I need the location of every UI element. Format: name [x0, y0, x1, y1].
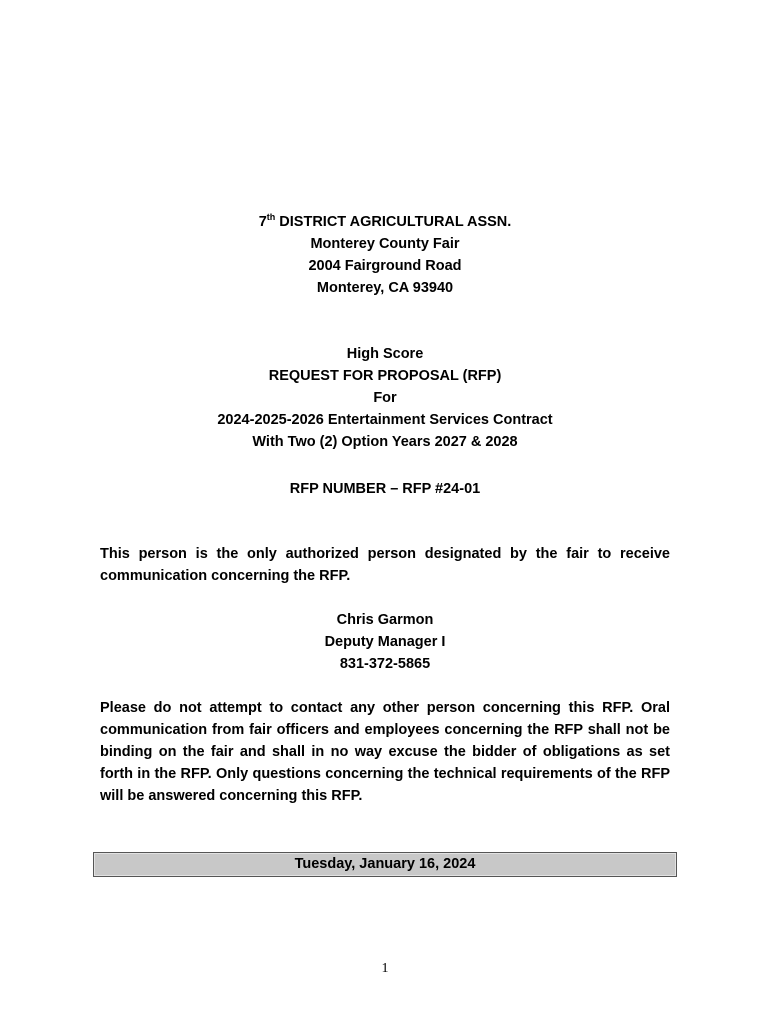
contact-phone: 831-372-5865 [339, 656, 431, 672]
date-banner [93, 852, 677, 877]
org-name-rest: DISTRICT AGRICULTURAL ASSN. [275, 214, 512, 230]
city-state-zip: Monterey, CA 93940 [316, 280, 454, 296]
title-line-4: 2024-2025-2026 Entertainment Services Contract [217, 412, 553, 428]
rfp-number-text: RFP NUMBER – RFP #24-01 [289, 481, 481, 497]
title-line-3: For [373, 390, 397, 406]
org-prefix: 7 [258, 214, 267, 230]
date-text: Tuesday, January 16, 2024 [294, 856, 476, 872]
rfp-title-block [0, 343, 770, 453]
street-address: 2004 Fairground Road [308, 258, 462, 274]
title-line-2: REQUEST FOR PROPOSAL (RFP) [268, 368, 502, 384]
rfp-number [0, 478, 770, 500]
page-number: 1 [381, 961, 389, 976]
organization-header [0, 211, 770, 299]
contact-notice: Please do not attempt to contact any other person concerning this RFP. Oral communication from fair officers and employees concerning the RFP shall not be binding on the fair and shall in no way excuse the bidder of obligations as set forth in the RFP. Only questions concerning the technical requirements of the RFP will be answered concerning this RFP. [100, 700, 670, 804]
authorized-statement: This person is the only authorized person designated by the fair to receive communication concerning the RFP. [100, 546, 670, 584]
organization-name [0, 211, 770, 233]
title-line-5: With Two (2) Option Years 2027 & 2028 [252, 434, 518, 450]
contact-name: Chris Garmon [336, 612, 434, 628]
fair-name: Monterey County Fair [310, 236, 460, 252]
title-line-1: High Score [346, 346, 424, 362]
contact-title: Deputy Manager I [324, 634, 446, 650]
contact-block [0, 609, 770, 675]
org-superscript: th [266, 212, 276, 223]
